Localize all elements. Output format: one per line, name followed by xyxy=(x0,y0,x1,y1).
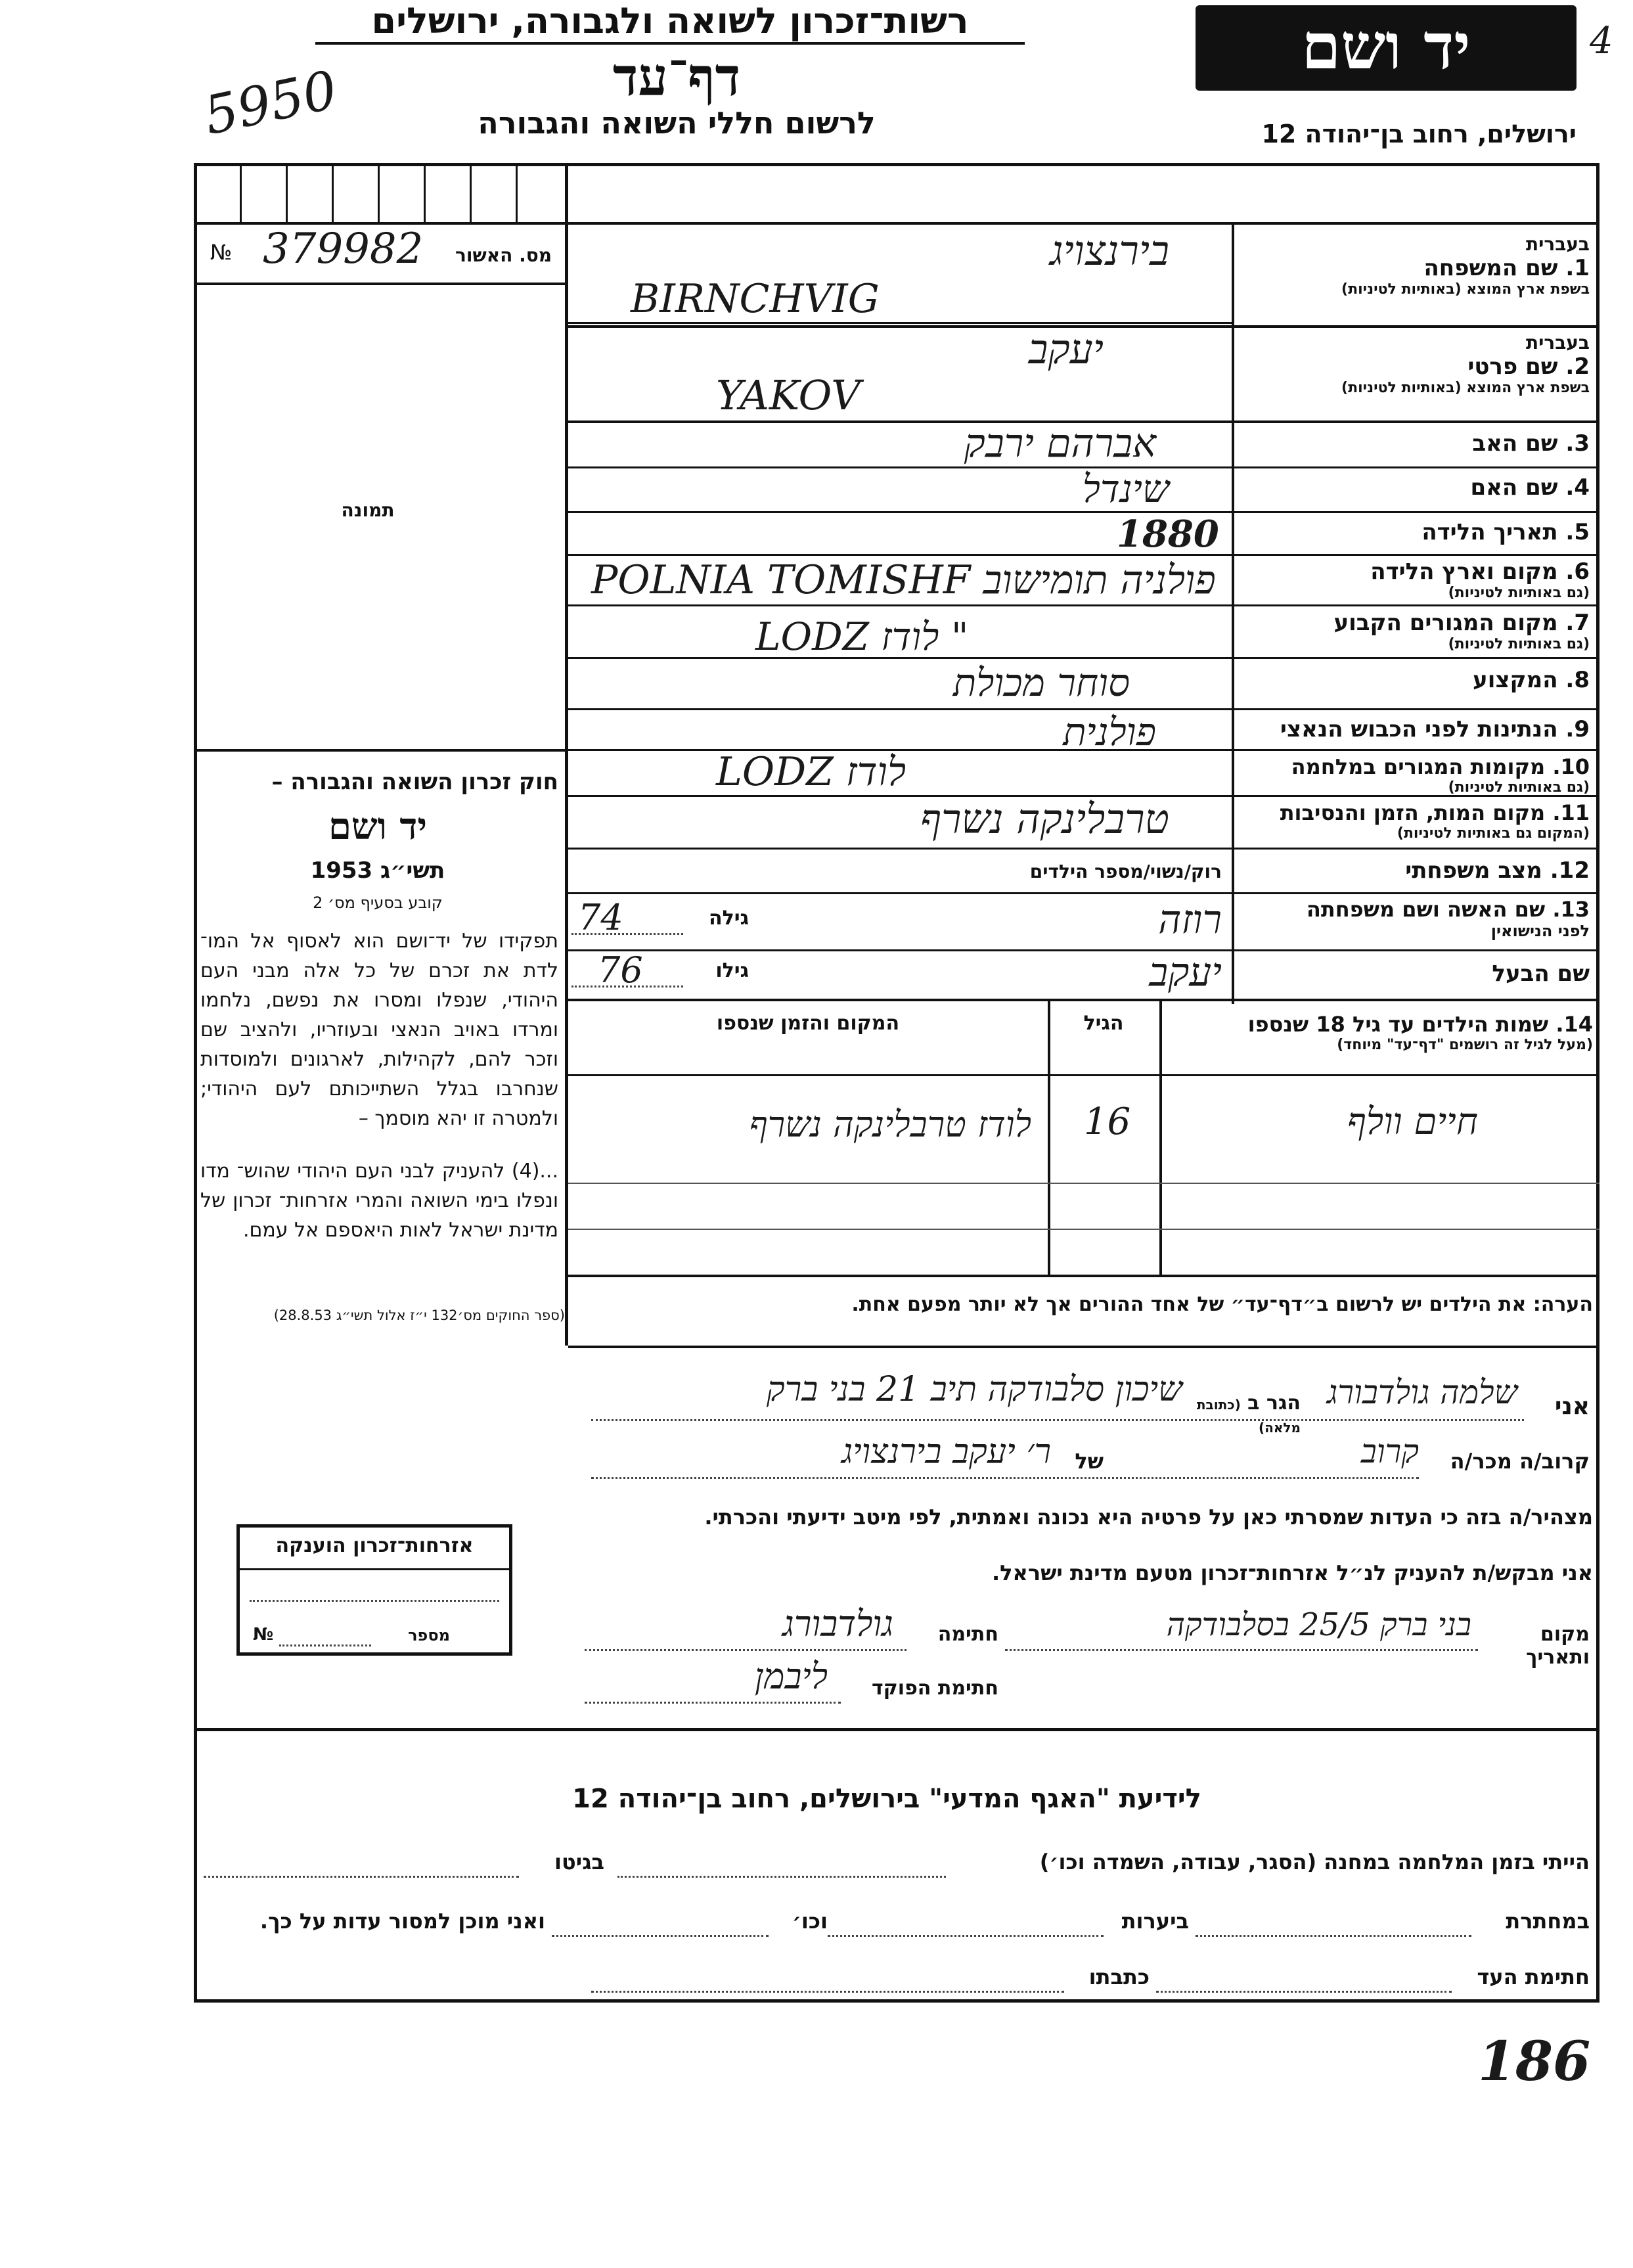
law-year: תשי״ג 1953 xyxy=(310,857,445,884)
photo-label: תמונה xyxy=(341,499,395,521)
field-1: בעברית 1. שם המשפחה בשפת ארץ המוצא (באותיות לטיניות) xyxy=(1341,233,1590,298)
place-date-value: בני ברק 25/5 בסלבודקה xyxy=(1166,1606,1471,1643)
children-header: 14. שמות הילדים עד גיל 18 שנספו (מעל לגיל זה רושמים "דף־עד" מיוחד) xyxy=(1247,1012,1593,1053)
address: ירושלים, רחוב בן־יהודה 12 xyxy=(1261,120,1577,148)
field-6-value: POLNIA TOMISHF פולניה תומישוב xyxy=(591,557,1216,603)
law-title: חוק זכרון השואה והגבורה – xyxy=(271,769,558,795)
law-source: (ספר החוקים מס׳132 י״ז אלול תשי״ג 28.8.53) xyxy=(273,1307,565,1323)
footer-testimony-label: ואני מוכן למסור עדות על כך. xyxy=(259,1909,545,1934)
field-12: 12. מצב משפחתי xyxy=(1405,857,1590,884)
citizenship-box-title: אזרחות־זכרון הוענקה xyxy=(275,1534,474,1557)
citizenship-box xyxy=(236,1524,512,1656)
field-husband-age-label: גילו xyxy=(715,959,749,982)
field-3-value: אברהם ירבק xyxy=(964,420,1156,466)
relation-of-value: ר׳ יעקב בירנצויג xyxy=(841,1432,1051,1472)
approval-number-sign: № xyxy=(210,240,233,265)
archive-number: 5950 xyxy=(198,58,343,147)
declaration-request: אני מבקש/ת להעניק לנ״ל אזרחות־זכרון מטעם מדינת ישראל. xyxy=(992,1560,1593,1585)
field-12-value: רוק/נשוי/מספר הילדים xyxy=(1029,861,1222,882)
field-3: 3. שם האב xyxy=(1472,430,1590,457)
field-9-value: פולנית xyxy=(1063,710,1156,754)
field-9: 9. הנתינות לפני הכבוש הנאצי xyxy=(1280,716,1590,742)
declaration-i: אני xyxy=(1554,1393,1590,1420)
field-8-value: סוחר מכולת xyxy=(952,660,1130,705)
field-4-value: שינדל xyxy=(1082,466,1169,511)
child-age: 16 xyxy=(1084,1100,1131,1143)
relation-of: של xyxy=(1075,1449,1104,1474)
footer-forests-label: ביערות xyxy=(1121,1909,1189,1934)
child-name: חיים וולף xyxy=(1347,1100,1478,1143)
declarant-name: שלמה גולדבורג xyxy=(1326,1373,1517,1411)
declaration-resides: הגר ב (כתובת מלאה) xyxy=(1196,1392,1301,1436)
approval-number-label: מס. האשור xyxy=(455,244,552,266)
approval-number-value: 379982 xyxy=(263,225,424,273)
form-subtitle: לרשום חללי השואה והגבורה xyxy=(478,105,876,141)
field-2-value-hebrew: יעקב xyxy=(1028,325,1104,373)
field-husband-value: יעקב xyxy=(1149,949,1222,995)
field-13-age-label: גילה xyxy=(709,907,749,930)
citizenship-number-sign: № xyxy=(253,1625,274,1644)
corner-mark: 4 xyxy=(1590,20,1613,62)
field-13-value: רוזה xyxy=(1158,897,1222,943)
footer-camp-label: הייתי בזמן המלחמה במחנה (הסגר, עבודה, השמדה וכו׳) xyxy=(1039,1849,1590,1874)
form-title: דף־עד xyxy=(612,46,741,108)
field-10: 10. מקומות המגורים במלחמה (גם באותיות לטיניות) xyxy=(1291,754,1590,796)
field-13-age: 74 xyxy=(578,897,623,938)
field-11-value: טרבלינקה נשרף xyxy=(920,795,1169,843)
field-2: בעברית 2. שם פרטי בשפת ארץ המוצא (באותיות לטיניות) xyxy=(1341,332,1590,396)
field-husband: שם הבעל xyxy=(1492,961,1590,987)
page-number: 186 xyxy=(1478,2030,1591,2093)
relation-label: קרוב/ה מכר/ה xyxy=(1450,1449,1590,1474)
signature-value: גולדבורג xyxy=(782,1603,893,1644)
citizenship-number-label: מספר xyxy=(408,1626,450,1644)
authority-name: רשות־זכרון לשואה ולגבורה, ירושלים xyxy=(371,0,969,41)
law-name: יד ושם xyxy=(328,805,428,848)
field-11: 11. מקום המות, הזמן והנסיבות (המקום גם באותיות לטיניות) xyxy=(1280,800,1590,842)
footer-etc-label: וכו׳ xyxy=(792,1909,828,1934)
field-4: 4. שם האם xyxy=(1470,474,1590,501)
field-7: 7. מקום המגורים הקבוע (גם באותיות לטיניות) xyxy=(1333,610,1590,652)
relation-value: קרוב xyxy=(1360,1432,1419,1470)
logo-text: יד ושם xyxy=(1301,9,1471,83)
field-5: 5. תאריך הלידה xyxy=(1421,519,1590,545)
children-age-column: הגיל xyxy=(1083,1012,1124,1035)
footer-ghetto-label: בגיטו xyxy=(554,1849,604,1874)
footer-address-label: כתבתו xyxy=(1088,1964,1150,1989)
signature-label: חתימה xyxy=(937,1623,998,1646)
footer-underground-label: במחתרת xyxy=(1506,1909,1590,1934)
field-1-value-latin: BIRNCHVIG xyxy=(631,276,880,322)
field-8: 8. המקצוע xyxy=(1473,667,1590,693)
declarant-address: שיכון סלבודקה תיב 21 בני ברק xyxy=(766,1370,1182,1409)
field-13: 13. שם האשה ושם משפחתה לפני הנישואין xyxy=(1306,897,1590,940)
footer-witness-signature-label: חתימת העד xyxy=(1477,1964,1590,1989)
law-text-1: תפקידו של יד־ושם הוא לאסוף אל המו־ לדת את זכרם של כל אלה מבני העם היהודי, שנפלו ומסרו את נפשם, נלחמו ומרדו באויב הנאצי ובעוזריו, ולהציב שם וזכר להם, לקהילות, לארגונים ולמוסדות שנחרבו בגלל השתייכותם לעם היהודי; ולמטרה זו יהא מוסמך – xyxy=(200,930,558,1130)
place-date-label: מקום ותאריך xyxy=(1526,1623,1590,1669)
field-husband-age: 76 xyxy=(598,949,643,991)
field-2-value-latin: YAKOV xyxy=(716,371,861,419)
yad-vashem-logo xyxy=(1196,5,1577,91)
field-6: 6. מקום וארץ הלידה (גם באותיות לטיניות) xyxy=(1370,558,1590,601)
footer-title: לידיעת "האגף המדעי" בירושלים, רחוב בן־יהודה 12 xyxy=(572,1784,1201,1814)
inspector-signature-value: ליבמן xyxy=(754,1656,828,1697)
law-text-2: ...(4) להעניק לבני העם היהודי שהוש־ מדו ונפלו בימי השואה והמרי אזרחות־ זכרון של מדינת ישראל לאות היאספם אל עמם. xyxy=(200,1160,558,1242)
field-7-value: LODZ לודז " xyxy=(755,614,969,659)
children-note: הערה: את הילדים יש לרשום ב״דף־עד״ של אחד ההורים אך לא יותר מפעם אחת. xyxy=(851,1293,1593,1316)
children-place-column: המקום והזמן שנספו xyxy=(716,1012,900,1035)
field-1-value-hebrew: בירנצויג xyxy=(1050,227,1169,275)
inspector-signature-label: חתימת הפוקד xyxy=(872,1677,998,1700)
law-clause: קובע בסעיף מס׳ 2 xyxy=(313,894,443,912)
field-5-value: 1880 xyxy=(1117,512,1219,556)
field-10-value: LODZ לודז xyxy=(716,749,906,795)
child-place: לודז טרבלינקה נשרף xyxy=(749,1104,1031,1145)
declaration-statement: מצהיר/ה בזה כי העדות שמסרתי כאן על פרטיה היא נכונה ואמתית, לפי מיטב ידיעתי והכרתי. xyxy=(704,1505,1593,1530)
